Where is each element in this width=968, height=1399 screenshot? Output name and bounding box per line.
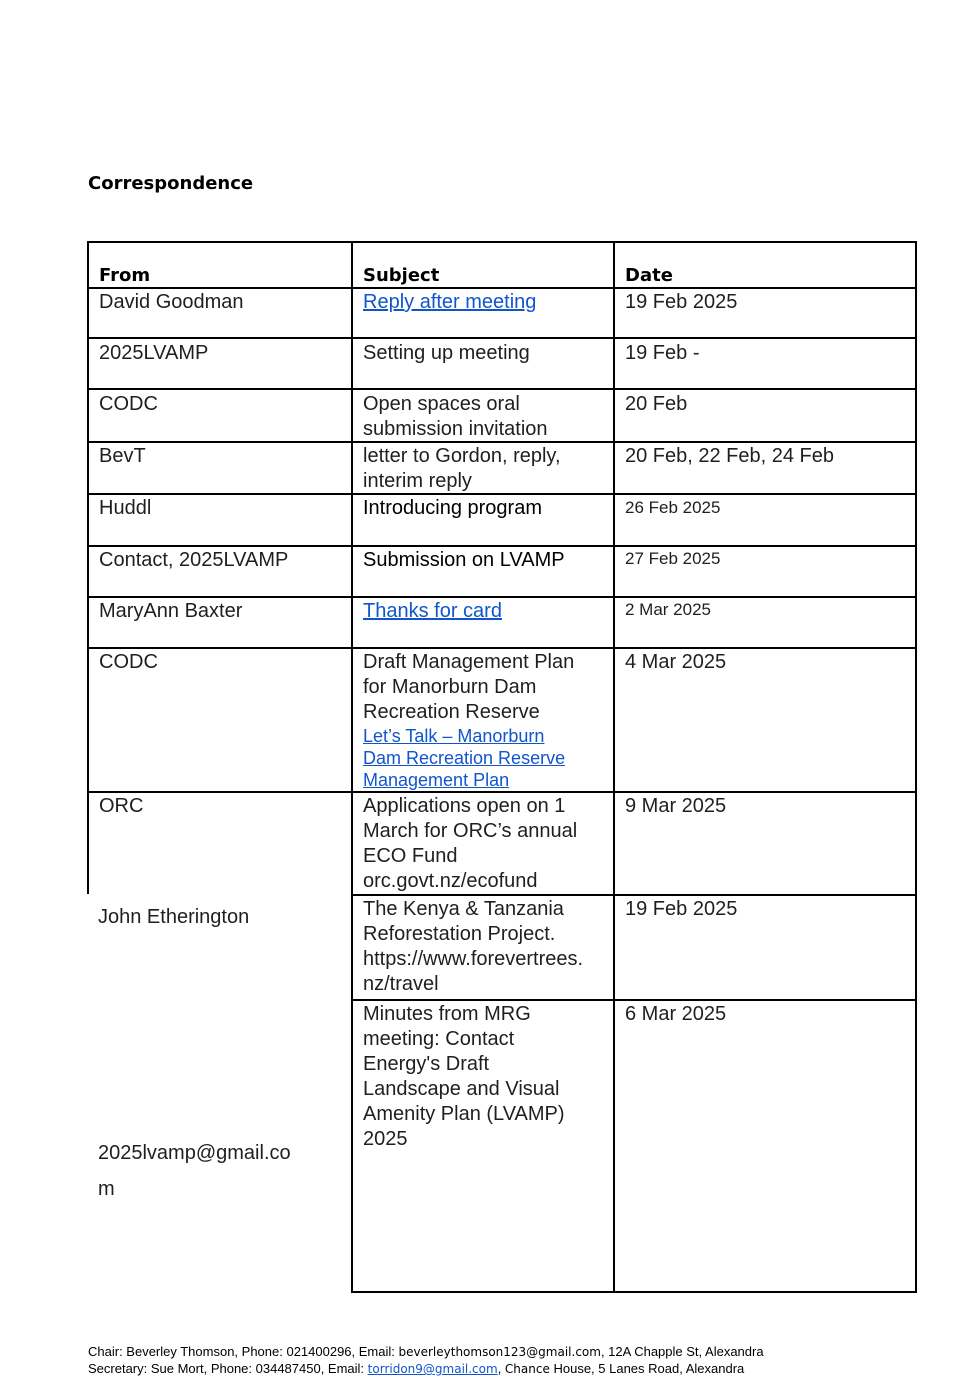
subject-cell: submission invitation bbox=[363, 418, 548, 440]
subject-cell: Open spaces oral bbox=[363, 393, 520, 415]
subject-link[interactable]: Management Plan bbox=[363, 770, 510, 790]
table-rule bbox=[351, 241, 353, 1293]
footer-secretary-line bbox=[88, 1361, 744, 1377]
subject-cell: Introducing program bbox=[363, 497, 542, 519]
subject-cell: Draft Management Plan bbox=[363, 651, 575, 673]
footer-chair-line bbox=[88, 1344, 764, 1360]
from-cell: MaryAnn Baxter bbox=[99, 600, 243, 622]
subject-link[interactable]: Thanks for card bbox=[363, 600, 502, 622]
table-rule bbox=[351, 894, 917, 896]
table-rule bbox=[87, 493, 917, 495]
footer-email-link[interactable]: torridon9@gmail.com bbox=[367, 1362, 498, 1376]
subject-cell: interim reply bbox=[363, 470, 472, 492]
table-rule bbox=[87, 791, 917, 793]
table-rule bbox=[351, 999, 917, 1001]
from-cell: m bbox=[98, 1178, 115, 1200]
table-rule bbox=[613, 241, 615, 1293]
from-cell: BevT bbox=[99, 445, 146, 467]
subject-cell: orc.govt.nz/ecofund bbox=[363, 870, 538, 892]
table-rule bbox=[87, 388, 917, 390]
table-rule bbox=[915, 241, 917, 1293]
footer-text: Chair: Beverley Thomson, Phone: 021400296, Email: bbox=[88, 1344, 399, 1359]
table-rule bbox=[87, 241, 89, 894]
table-rule bbox=[351, 1291, 917, 1293]
subject-cell: Landscape and Visual bbox=[363, 1078, 560, 1100]
from-cell: 2025lvamp@gmail.co bbox=[98, 1142, 291, 1164]
subject-cell: nz/travel bbox=[363, 973, 439, 995]
date-cell: 27 Feb 2025 bbox=[625, 549, 721, 568]
footer-text: Chance bbox=[504, 1362, 550, 1376]
subject-link[interactable]: Reply after meeting bbox=[363, 291, 537, 313]
from-cell: David Goodman bbox=[99, 291, 244, 313]
subject-cell: https://www.forevertrees. bbox=[363, 948, 584, 970]
date-cell: 9 Mar 2025 bbox=[625, 795, 727, 817]
subject-cell: Minutes from MRG bbox=[363, 1003, 531, 1025]
subject-cell: Amenity Plan (LVAMP) bbox=[363, 1103, 565, 1125]
table-rule bbox=[87, 647, 917, 649]
from-cell: ORC bbox=[99, 795, 144, 817]
column-header-from: From bbox=[99, 265, 151, 286]
subject-link[interactable]: Dam Recreation Reserve bbox=[363, 748, 566, 768]
date-cell: 4 Mar 2025 bbox=[625, 651, 727, 673]
date-cell: 19 Feb 2025 bbox=[625, 291, 738, 313]
subject-cell: Submission on LVAMP bbox=[363, 549, 565, 571]
footer-text: , 12A Chapple St, Alexandra bbox=[600, 1344, 764, 1359]
table-rule bbox=[87, 287, 917, 289]
from-cell: CODC bbox=[99, 393, 158, 415]
column-header-date: Date bbox=[625, 265, 673, 286]
subject-cell: Reforestation Project. bbox=[363, 923, 556, 945]
subject-cell: March for ORC’s annual bbox=[363, 820, 578, 842]
page-title: Correspondence bbox=[88, 173, 254, 194]
from-cell: CODC bbox=[99, 651, 158, 673]
subject-cell: letter to Gordon, reply, bbox=[363, 445, 561, 467]
date-cell: 26 Feb 2025 bbox=[625, 498, 721, 517]
subject-cell: The Kenya & Tanzania bbox=[363, 898, 564, 920]
date-cell: 2 Mar 2025 bbox=[625, 600, 711, 619]
date-cell: 6 Mar 2025 bbox=[625, 1003, 727, 1025]
date-cell: 20 Feb, 22 Feb, 24 Feb bbox=[625, 445, 835, 467]
subject-cell: for Manorburn Dam bbox=[363, 676, 537, 698]
date-cell: 19 Feb 2025 bbox=[625, 898, 738, 920]
from-cell: John Etherington bbox=[98, 906, 250, 928]
subject-cell: Applications open on 1 bbox=[363, 795, 566, 817]
date-cell: 19 Feb - bbox=[625, 342, 700, 364]
from-cell: Huddl bbox=[99, 497, 152, 519]
table-rule bbox=[87, 596, 917, 598]
footer-text: House, 5 Lanes Road, Alexandra bbox=[549, 1361, 745, 1376]
column-header-subject: Subject bbox=[363, 265, 440, 286]
date-cell: 20 Feb bbox=[625, 393, 688, 415]
table-rule bbox=[87, 545, 917, 547]
subject-cell: 2025 bbox=[363, 1128, 408, 1150]
from-cell: Contact, 2025LVAMP bbox=[99, 549, 289, 571]
from-cell: 2025LVAMP bbox=[99, 342, 209, 364]
subject-cell: Setting up meeting bbox=[363, 342, 530, 364]
subject-cell: ECO Fund bbox=[363, 845, 458, 867]
subject-link[interactable]: Let’s Talk – Manorburn bbox=[363, 726, 545, 746]
subject-cell: Recreation Reserve bbox=[363, 701, 540, 723]
table-rule bbox=[87, 241, 917, 243]
subject-cell: Energy's Draft bbox=[363, 1053, 490, 1075]
footer-text: Secretary: Sue Mort, Phone: 034487450, Email: bbox=[88, 1361, 368, 1376]
subject-cell: meeting: Contact bbox=[363, 1028, 515, 1050]
footer-text: , bbox=[497, 1361, 505, 1376]
footer-email: beverleythomson123@gmail.com bbox=[398, 1345, 601, 1359]
table-rule bbox=[87, 337, 917, 339]
